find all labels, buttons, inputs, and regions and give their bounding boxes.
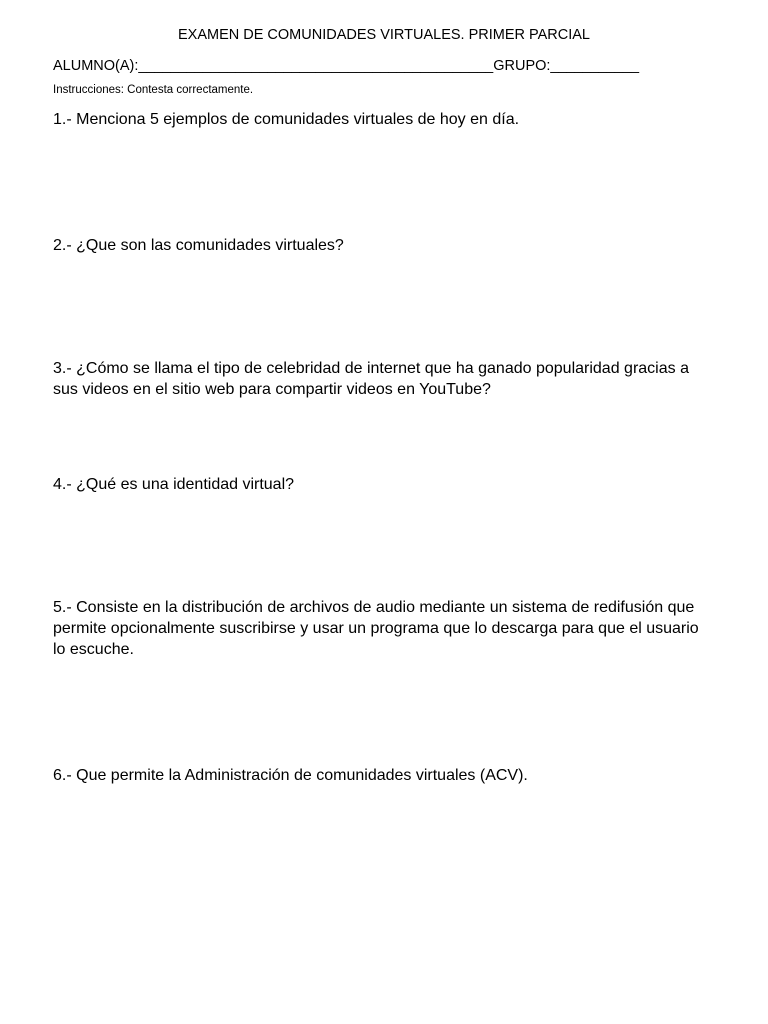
question-6: 6.- Que permite la Administración de comunidades virtuales (ACV). <box>53 767 528 784</box>
question-2: 2.- ¿Que son las comunidades virtuales? <box>53 237 344 254</box>
instructions-text: Instrucciones: Contesta correctamente. <box>53 84 254 96</box>
question-5: 5.- Consiste en la distribución de archivos de audio mediante un sistema de redifusión que permite opcionalmente suscribirse y usar un programa que lo descarga para que el usuario lo escuche. <box>53 599 699 658</box>
question-4: 4.- ¿Qué es una identidad virtual? <box>53 476 295 493</box>
question-3: 3.- ¿Cómo se llama el tipo de celebridad de internet que ha ganado popularidad gracias a sus videos en el sitio web para compartir videos en YouTube? <box>53 360 689 398</box>
exam-title: EXAMEN DE COMUNIDADES VIRTUALES. PRIMER PARCIAL <box>178 27 590 43</box>
question-1: 1.- Menciona 5 ejemplos de comunidades virtuales de hoy en día. <box>53 111 520 128</box>
student-group-line: ALUMNO(A):____________________________________________GRUPO:___________ <box>53 58 640 74</box>
